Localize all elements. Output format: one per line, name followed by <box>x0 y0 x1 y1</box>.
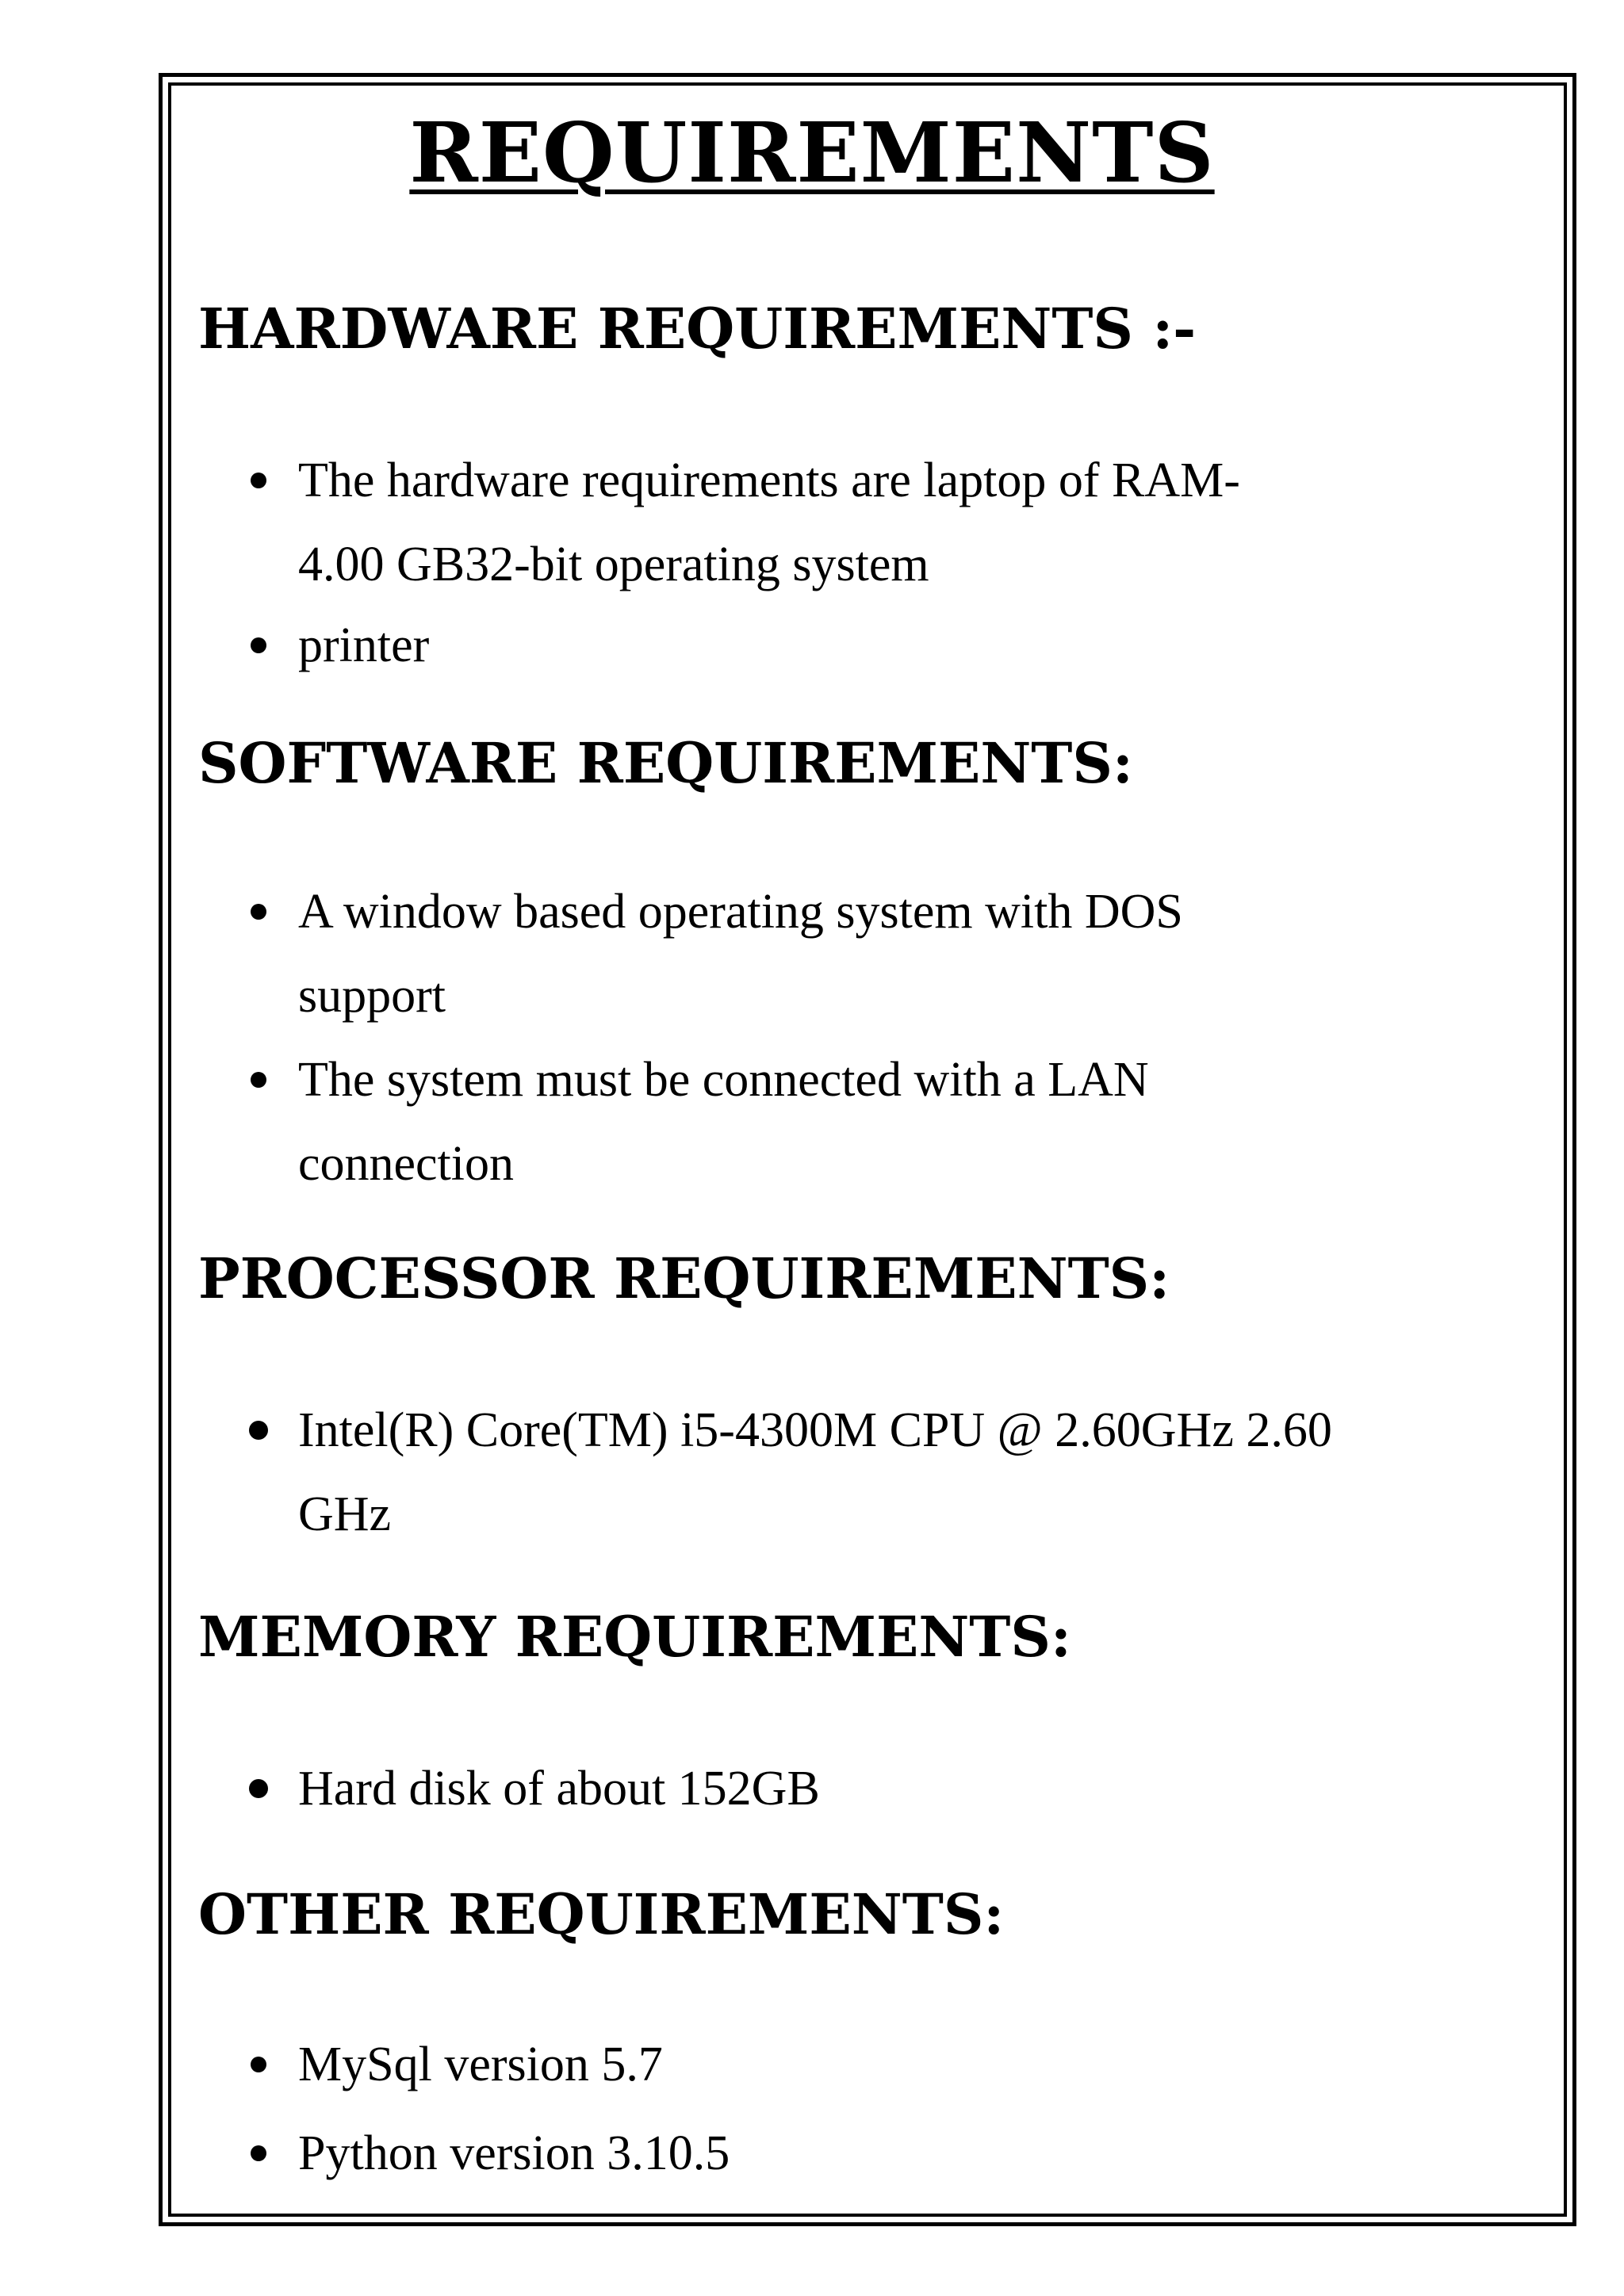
bullet-dot <box>251 904 266 920</box>
bullet-dot <box>251 473 266 488</box>
bullet-dot <box>251 637 266 653</box>
software-item-1-line-2: support <box>298 969 446 1023</box>
hardware-item-1-line-1: The hardware requirements are laptop of RAM- <box>298 453 1240 507</box>
page-title-text: REQUIREMENTS <box>409 104 1215 201</box>
hardware-item-2: printer <box>298 618 430 672</box>
processor-item-line-2: GHz <box>298 1487 392 1541</box>
processor-item-line-1: Intel(R) Core(TM) i5-4300M CPU @ 2.60GHz 2.60 <box>298 1403 1332 1457</box>
other-heading: OTHER REQUIREMENTS: <box>198 1881 1005 1947</box>
memory-item: Hard disk of about 152GB <box>298 1762 820 1816</box>
bullet-dot <box>249 1779 268 1798</box>
hardware-item-1-line-2: 4.00 GB32-bit operating system <box>298 538 929 591</box>
memory-heading: MEMORY REQUIREMENTS: <box>198 1604 1071 1670</box>
other-item-1: MySql version 5.7 <box>298 2038 663 2091</box>
bullet-dot <box>249 1421 268 1440</box>
other-item-2: Python version 3.10.5 <box>298 2126 730 2180</box>
bullet-dot <box>251 1072 266 1088</box>
bullet-dot <box>251 2057 266 2072</box>
bullet-dot <box>251 2145 266 2161</box>
software-item-2-line-1: The system must be connected with a LAN <box>298 1053 1149 1107</box>
software-item-1-line-1: A window based operating system with DOS <box>298 885 1183 939</box>
software-heading: SOFTWARE REQUIREMENTS: <box>198 730 1133 796</box>
processor-heading: PROCESSOR REQUIREMENTS: <box>198 1246 1170 1311</box>
software-item-2-line-2: connection <box>298 1137 515 1191</box>
page-title <box>0 101 1624 205</box>
hardware-heading: HARDWARE REQUIREMENTS :- <box>198 296 1197 362</box>
